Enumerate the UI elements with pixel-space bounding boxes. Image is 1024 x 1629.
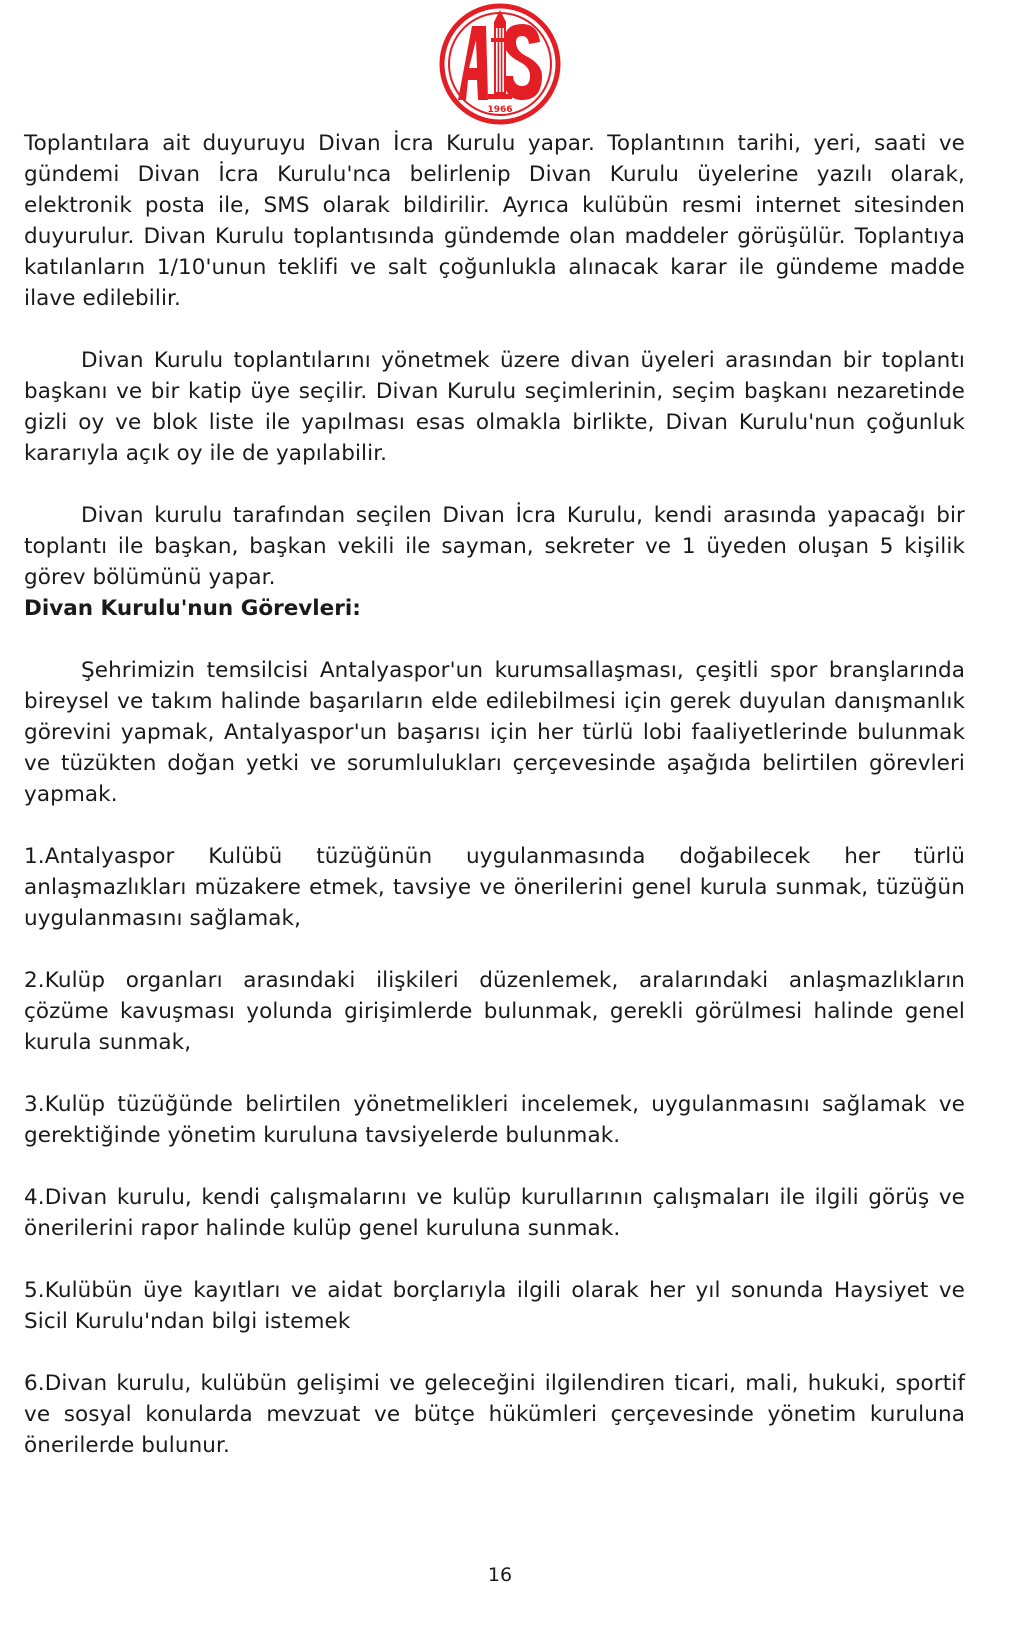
page-number: 16 [487, 1564, 513, 1586]
duty-item-2: 2.Kulüp organları arasındaki ilişkileri düzenlemek, aralarındaki anlaşmazlıkların çözüme kavuşması yolunda girişimlerde bulunmak, gerekli görülmesi halinde genel kurula sunmak, [24, 968, 965, 1055]
duty-item-3: 3.Kulüp tüzüğünde belirtilen yönetmelikleri incelemek, uygulanmasını sağlamak ve gerektiğinde yönetim kuruluna tavsiyelerde bulunmak. [24, 1092, 965, 1148]
intro-paragraph-3: Divan kurulu tarafından seçilen Divan İcra Kurulu, kendi arasında yapacağı bir toplantı ile başkan, başkan vekili ile sayman, sekreter ve 1 üyeden oluşan 5 kişilik görev bölümünü yapar. [24, 503, 965, 590]
duty-item-5: 5.Kulübün üye kayıtları ve aidat borçlarıyla ilgili olarak her yıl sonunda Haysiyet ve Sicil Kurulu'ndan bilgi istemek [24, 1278, 965, 1334]
section-heading: Divan Kurulu'nun Görevleri: [24, 596, 361, 621]
logo-year: 1966 [487, 105, 513, 115]
page-content [24, 128, 965, 1461]
antalyaspor-logo [438, 2, 562, 130]
duty-item-6: 6.Divan kurulu, kulübün gelişimi ve geleceğini ilgilendiren ticari, mali, hukuki, sportif ve sosyal konularda mevzuat ve bütçe hükümleri çerçevesinde yönetim kuruluna önerilerde bulunur. [24, 1371, 965, 1458]
duty-item-1: 1.Antalyaspor Kulübü tüzüğünün uygulanmasında doğabilecek her türlü anlaşmazlıkları müzakere etmek, tavsiye ve önerilerini genel kurula sunmak, tüzüğün uygulanmasını sağlamak, [24, 844, 965, 931]
section-lead-paragraph: Şehrimizin temsilcisi Antalyaspor'un kurumsallaşması, çeşitli spor branşlarında bireysel ve takım halinde başarıların elde edilebilmesi için gerek duyulan danışmanlık görevini yapmak, Antalyaspor'un başarısı için her türlü lobi faaliyetlerinde bulunmak ve tüzükten doğan yetki ve sorumlulukları çerçevesinde aşağıda belirtilen görevleri yapmak. [24, 658, 965, 807]
intro-paragraph-2: Divan Kurulu toplantılarını yönetmek üzere divan üyeleri arasından bir toplantı başkanı ve bir katip üye seçilir. Divan Kurulu seçimlerinin, seçim başkanı nezaretinde gizli oy ve blok liste ile yapılması esas olmakla birlikte, Divan Kurulu'nun çoğunluk kararıyla açık oy ile de yapılabilir. [24, 348, 965, 466]
duty-item-4: 4.Divan kurulu, kendi çalışmalarını ve kulüp kurullarının çalışmaları ile ilgili görüş ve önerilerini rapor halinde kulüp genel kuruluna sunmak. [24, 1185, 965, 1241]
intro-paragraph-1: Toplantılara ait duyuruyu Divan İcra Kurulu yapar. Toplantının tarihi, yeri, saati ve gündemi Divan İcra Kurulu'nca belirlenip Divan Kurulu üyelerine yazılı olarak, elektronik posta ile, SMS olarak bildirilir. Ayrıca kulübün resmi internet sitesinden duyurulur. Divan Kurulu toplantısında gündemde olan maddeler görüşülür. Toplantıya katılanların 1/10'unun teklifi ve salt çoğunlukla alınacak karar ile gündeme madde ilave edilebilir. [24, 131, 965, 311]
